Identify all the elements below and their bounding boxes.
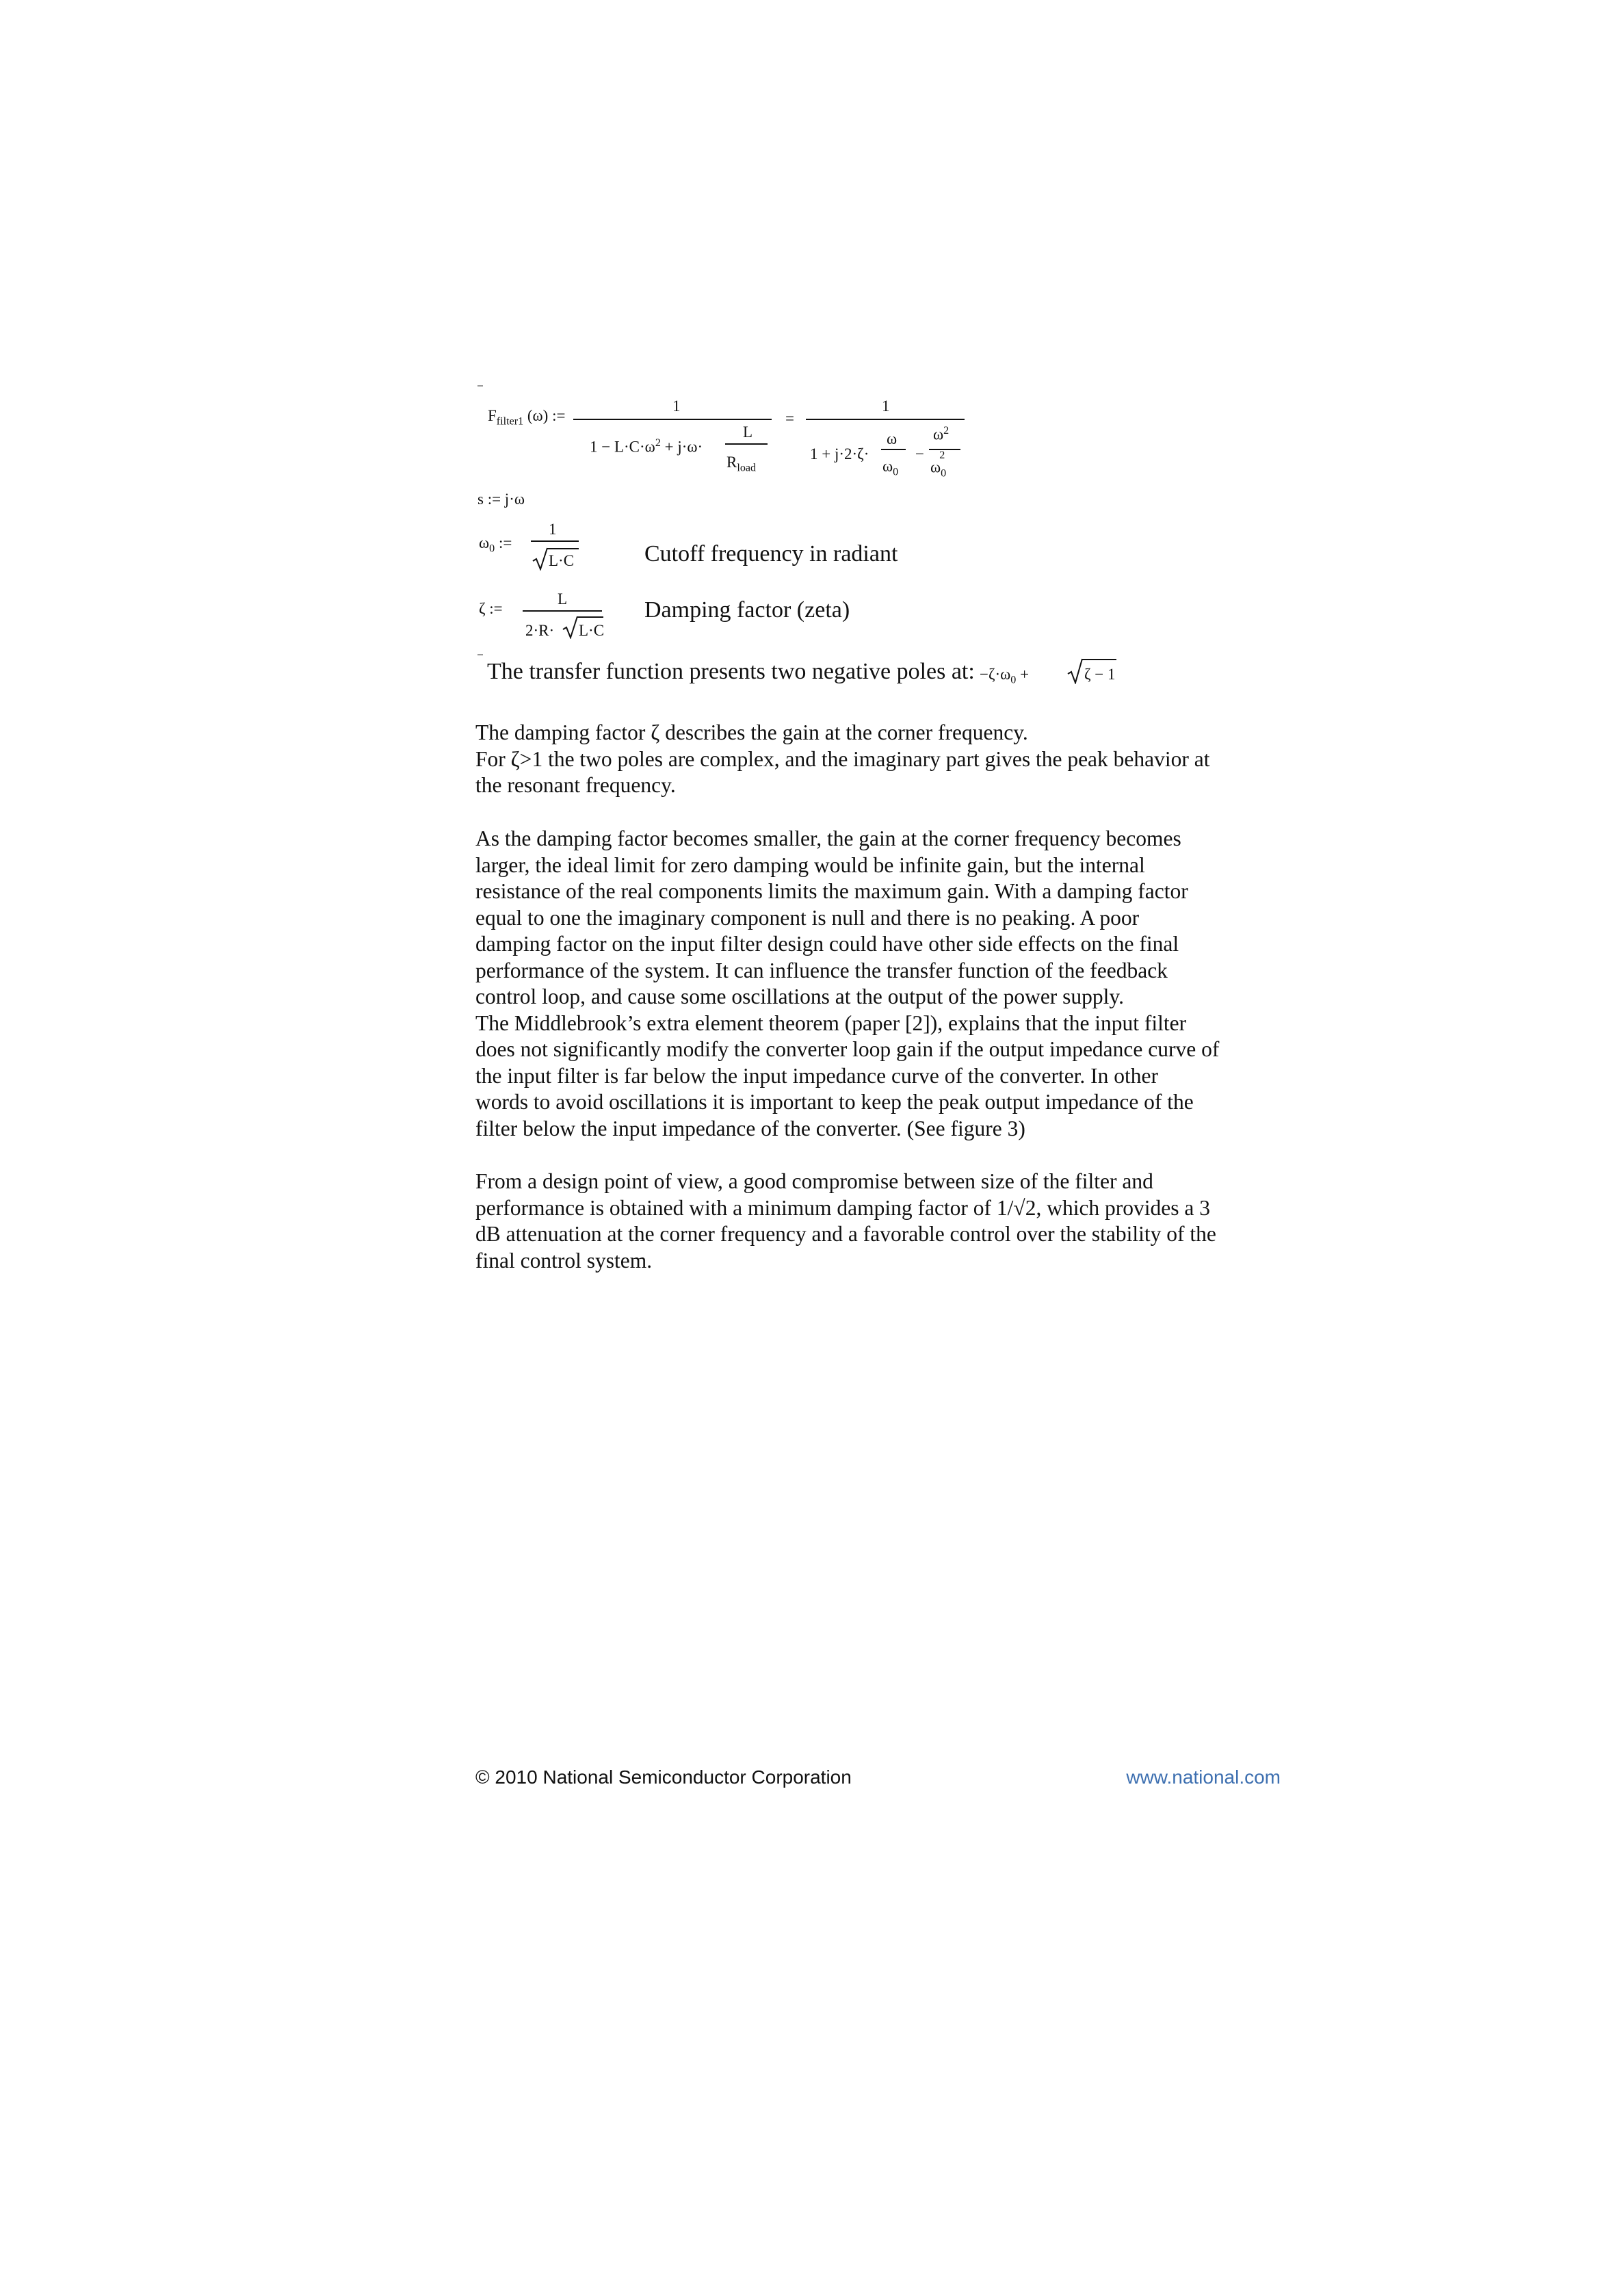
omega0-denominator: L·C <box>549 552 575 569</box>
frac2-bar <box>806 419 965 420</box>
text-line: words to avoid oscillations it is important to keep the peak output impedance of the <box>475 1090 1194 1114</box>
text-line: the input filter is far below the input impedance curve of the converter. In other <box>475 1063 1159 1088</box>
frac2-w2-bar <box>929 449 960 450</box>
frac1-numerator: 1 <box>672 397 681 415</box>
frac2-minus: − <box>915 445 924 462</box>
text-line: resistance of the real components limits the maximum gain. With a damping factor <box>475 879 1188 903</box>
ffilter-lhs: $F_{filter1}$ (ω) := <box>488 407 566 428</box>
frac2-w2-denominator: $\omega_0^2$ <box>930 449 947 480</box>
text-line: For ζ>1 the two poles are complex, and the imaginary part gives the peak behavior at <box>475 746 1210 771</box>
frac2-w-bar <box>881 449 906 450</box>
text-line: final control system. <box>475 1248 653 1273</box>
paragraph-3 <box>475 1169 1283 1274</box>
omega0-bar <box>531 540 579 542</box>
text-line: control loop, and cause some oscillations at the output of the power supply. <box>475 984 1125 1008</box>
margin-tick <box>477 385 483 387</box>
sqrt-icon <box>1067 658 1084 684</box>
omega0-root-bar <box>547 548 579 549</box>
text-line: filter below the input impedance of the converter. (See figure 3) <box>475 1116 1025 1140</box>
text-line: equal to one the imaginary component is null and there is no peaking. A poor <box>475 905 1140 930</box>
zeta-bar <box>523 610 602 612</box>
s-definition: s := j·ω <box>477 491 525 508</box>
text-line: damping factor on the input filter design could have other side effects on the final <box>475 932 1179 956</box>
poles-root-bar <box>1082 659 1116 660</box>
frac1-bar <box>573 419 772 420</box>
text-line: performance of the system. It can influence the transfer function of the feedback <box>475 958 1168 982</box>
frac2-w2-numerator: $\omega^2$ <box>933 425 949 443</box>
equals-sign: = <box>785 410 794 427</box>
zeta-denominator-prefix: 2·R· <box>525 622 555 639</box>
text-line: The Middlebrook’s extra element theorem (paper [2]), explains that the input filter <box>475 1010 1187 1035</box>
zeta-root-bar <box>577 616 603 618</box>
paragraph-2 <box>475 826 1283 1142</box>
zeta-lhs: ζ := <box>479 600 503 617</box>
frac2-w-denominator: $\omega_0$ <box>882 458 899 478</box>
paragraph-1 <box>475 720 1283 799</box>
margin-tick <box>477 654 483 655</box>
text-line: larger, the ideal limit for zero damping would be infinite gain, but the internal <box>475 852 1145 877</box>
footer-copyright: © 2010 National Semiconductor Corporation <box>475 1766 852 1788</box>
omega0-lhs: $\omega_0$ := <box>479 534 512 555</box>
poles-expr-root: ζ − 1 <box>1084 666 1116 683</box>
zeta-numerator: L <box>558 590 568 608</box>
frac1-inner-denominator: $R_{load}$ <box>726 454 757 474</box>
footer-website-link[interactable]: www.national.com <box>1126 1766 1281 1788</box>
sqrt-icon <box>532 547 549 571</box>
sqrt-icon <box>562 616 579 639</box>
frac1-inner-bar <box>725 443 768 445</box>
omega0-label: Cutoff frequency in radiant <box>644 541 898 566</box>
frac2-numerator: 1 <box>882 397 890 415</box>
text-line: The damping factor ζ describes the gain at the corner frequency. <box>475 720 1028 744</box>
text-line: does not significantly modify the converter loop gain if the output impedance curve of <box>475 1037 1220 1061</box>
frac2-w-numerator: ω <box>887 430 898 447</box>
poles-text: The transfer function presents two negative poles at: <box>487 659 975 684</box>
text-line: the resonant frequency. <box>475 773 676 797</box>
text-line: From a design point of view, a good compromise between size of the filter and <box>475 1169 1153 1193</box>
frac1-inner-numerator: L <box>743 423 753 441</box>
text-line: performance is obtained with a minimum damping factor of 1/√2, which provides a 3 <box>475 1195 1211 1220</box>
text-line: dB attenuation at the corner frequency and a favorable control over the stability of the <box>475 1222 1216 1246</box>
poles-expr-a: $-\zeta\cdot\omega_0$ + <box>980 666 1030 686</box>
frac2-denominator-a: 1 + j·2·ζ· <box>810 445 869 462</box>
omega0-numerator: 1 <box>549 521 557 538</box>
zeta-denominator-root: L·C <box>579 622 605 639</box>
frac1-denominator-a: $1 - L\cdot C\cdot\omega^2 + j\cdot\omega\cdot$ <box>590 437 703 456</box>
text-line: As the damping factor becomes smaller, the gain at the corner frequency becomes <box>475 826 1181 850</box>
zeta-label: Damping factor (zeta) <box>644 597 850 623</box>
